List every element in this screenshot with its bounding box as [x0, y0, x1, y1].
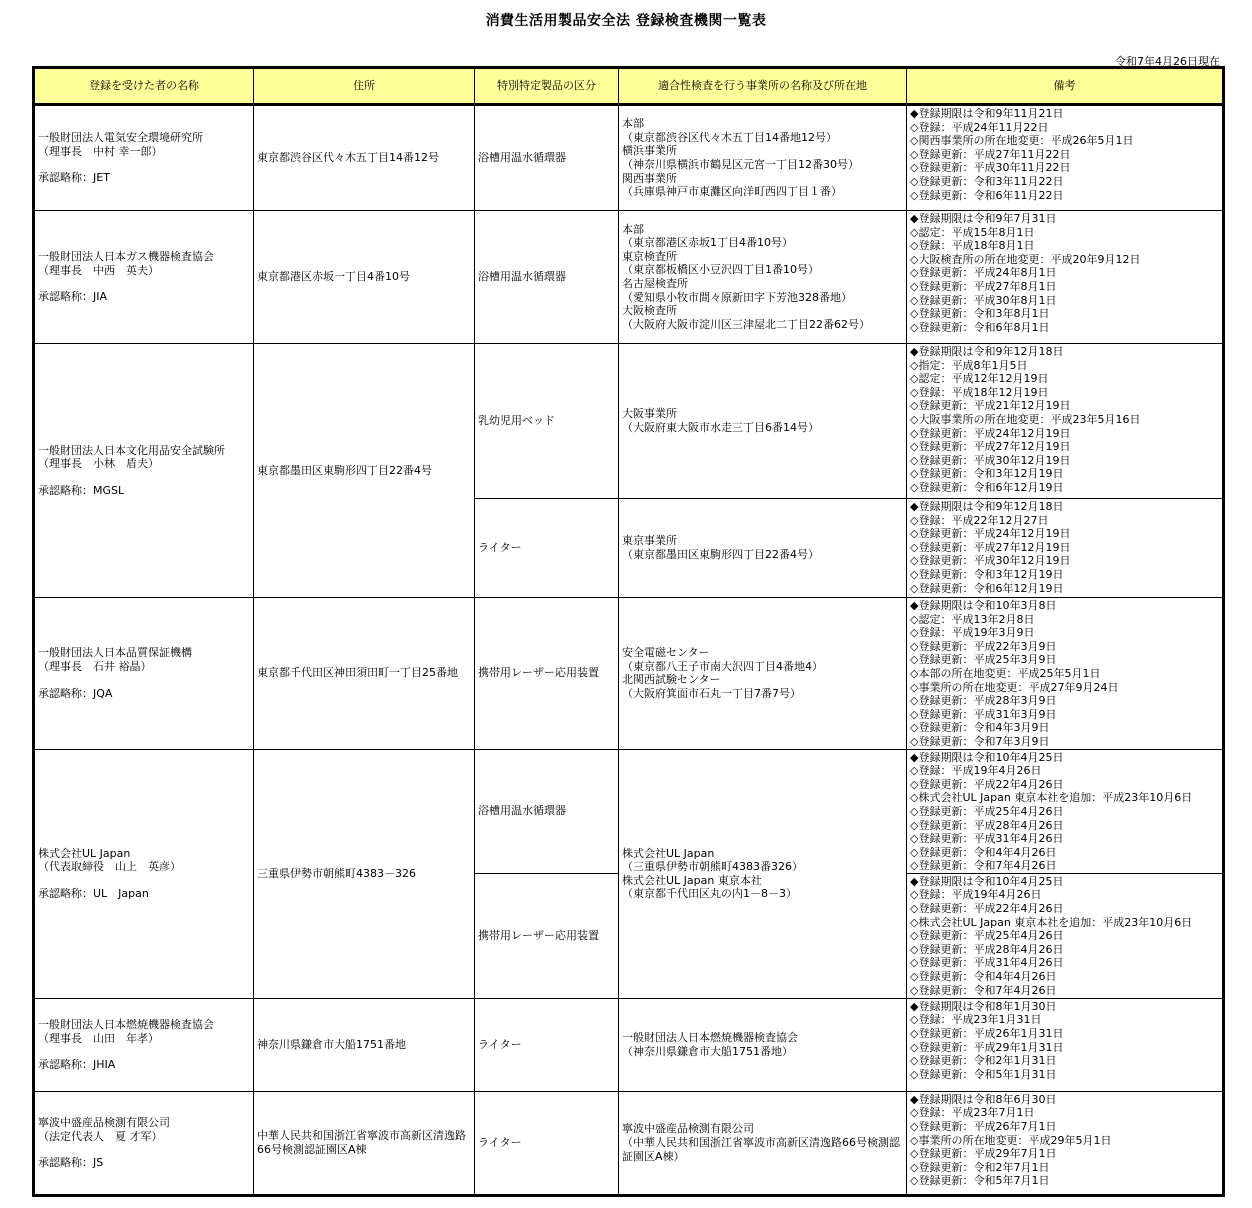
table-row	[34, 344, 1224, 499]
office-line: （兵庫県神戸市東灘区向洋町西四丁目１番）	[622, 185, 842, 199]
note-line: ◇登録更新：令和4年4月26日	[910, 845, 1057, 859]
product-category: ライター	[475, 998, 619, 1091]
note-line: ◇登録更新：平成31年4月26日	[910, 832, 1064, 846]
note-line: ◇事業所の所在地変更：平成29年5月1日	[910, 1133, 1112, 1147]
note-line: ◇認定：平成13年2月8日	[910, 612, 1035, 626]
note-line: ◇指定：平成8年1月5日	[910, 358, 1028, 372]
office-cell	[619, 1091, 907, 1195]
table-row	[34, 598, 1224, 750]
table-row	[34, 105, 1224, 211]
note-line: ◇登録：平成19年4月26日	[910, 888, 1042, 902]
page-title: 消費生活用製品安全法 登録検査機関一覧表	[485, 13, 767, 29]
note-line: ◇登録更新：令和5年7月1日	[910, 1174, 1050, 1188]
office-line: 安全電磁センター	[622, 646, 710, 660]
note-line: ◇登録更新：平成30年12月19日	[910, 453, 1071, 467]
org-abbrev: 承認略称：JET	[38, 171, 110, 185]
note-line: ◇事業所の所在地変更：平成27年9月24日	[910, 680, 1119, 694]
org-name: 一般財団法人日本文化用品安全試験所	[38, 443, 225, 457]
table-body	[34, 105, 1224, 1196]
office-cell	[619, 998, 907, 1091]
note-line: ◇登録更新：平成22年4月26日	[910, 777, 1064, 791]
note-line: ◇登録更新：平成22年3月9日	[910, 639, 1057, 653]
notes-cell	[907, 105, 1224, 211]
office-cell	[619, 211, 907, 344]
office-line: 横浜事業所	[622, 144, 677, 158]
note-line: ◇登録更新：令和2年1月31日	[910, 1054, 1057, 1068]
note-line: ◇登録更新：令和7年4月26日	[910, 983, 1057, 997]
office-line: 関西事業所	[622, 171, 677, 185]
office-line: （神奈川県鎌倉市大船1751番地）	[622, 1044, 793, 1058]
org-name-cell	[34, 105, 254, 211]
note-line: ◇関西事業所の所在地変更：平成26年5月1日	[910, 134, 1134, 148]
org-representative: （理事長 石井 裕晶）	[38, 659, 152, 673]
org-abbrev: 承認略称：JS	[38, 1156, 104, 1170]
note-line: ◇登録更新：平成27年8月1日	[910, 279, 1057, 293]
note-line: ◇登録更新：平成26年7月1日	[910, 1120, 1057, 1134]
office-cell	[619, 598, 907, 750]
org-representative: （理事長 中村 幸一郎）	[38, 144, 163, 158]
office-line: 北関西試験センター	[622, 673, 721, 687]
col-header-notes: 備考	[907, 68, 1224, 105]
note-line: ◇登録更新：平成28年3月9日	[910, 694, 1057, 708]
office-line: （大阪府東大阪市水走三丁目6番14号）	[622, 421, 819, 434]
note-line: ◇登録：平成18年8月1日	[910, 239, 1035, 253]
notes-cell	[907, 598, 1224, 750]
notes-cell	[907, 1091, 1224, 1195]
note-line: ◇登録更新：平成26年1月31日	[910, 1027, 1064, 1041]
org-representative: （理事長 小林 盾夫）	[38, 457, 159, 471]
office-line: （東京都墨田区東駒形四丁目22番4号）	[622, 548, 819, 561]
office-line: （神奈川県横浜市鶴見区元宮一丁目12番30号）	[622, 158, 859, 171]
org-address: 東京都千代田区神田須田町一丁目25番地	[254, 598, 475, 750]
note-line: ◇登録更新：平成27年11月22日	[910, 147, 1071, 161]
org-representative: （法定代表人 夏 才军）	[38, 1129, 163, 1143]
org-address: 東京都渋谷区代々木五丁目14番12号	[254, 105, 475, 211]
note-line: ◇登録更新：平成28年4月26日	[910, 818, 1064, 832]
note-line: ◇登録更新：平成25年3月9日	[910, 653, 1057, 667]
office-line: 寧波中盛産品検測有限公司	[622, 1122, 754, 1136]
note-line: ◇登録更新：令和7年3月9日	[910, 734, 1050, 748]
note-line: ◇登録更新：平成31年3月9日	[910, 707, 1057, 721]
note-line: ◇登録更新：平成24年12月19日	[910, 527, 1071, 541]
notes-cell	[907, 211, 1224, 344]
org-address: 東京都港区赤坂一丁目4番10号	[254, 211, 475, 344]
table-row	[34, 211, 1224, 344]
office-line: （東京都板橋区小豆沢四丁目1番10号）	[622, 263, 819, 277]
note-line: ◇登録更新：令和3年12月19日	[910, 567, 1064, 581]
note-line: ◇認定：平成15年8月1日	[910, 225, 1035, 239]
note-line: ◇登録更新：令和4年3月9日	[910, 721, 1050, 735]
note-line: ◇登録更新：平成22年4月26日	[910, 902, 1064, 916]
org-abbrev: 承認略称：MGSL	[38, 483, 125, 497]
note-line: ◇登録更新：平成21年12月19日	[910, 399, 1071, 413]
note-line: ◇登録更新：平成31年4月26日	[910, 956, 1064, 970]
note-line: ◇登録更新：令和3年12月19日	[910, 467, 1064, 481]
org-abbrev: 承認略称：JHIA	[38, 1058, 116, 1072]
org-representative: （理事長 中西 英夫）	[38, 263, 159, 277]
org-name: 寧波中盛産品検測有限公司	[38, 1115, 170, 1129]
org-name: 株式会社UL Japan	[38, 846, 131, 860]
office-line: 名古屋検査所	[622, 277, 688, 290]
org-address: 神奈川県鎌倉市大船1751番地	[254, 998, 475, 1091]
office-line: （東京都八王子市南大沢四丁目4番地4）	[622, 659, 823, 673]
org-abbrev: 承認略称：UL Japan	[38, 887, 149, 900]
org-abbrev: 承認略称：JIA	[38, 290, 108, 304]
office-line: （愛知県小牧市間々原新田字下芳池328番地）	[622, 290, 852, 304]
org-abbrev: 承認略称：JQA	[38, 686, 113, 700]
office-line: （東京都渋谷区代々木五丁目14番地12号）	[622, 130, 837, 144]
col-header-address: 住所	[254, 68, 475, 105]
note-line: ◇登録更新：令和2年7月1日	[910, 1160, 1050, 1174]
note-line: ◇認定：平成12年12月19日	[910, 372, 1049, 386]
office-line: 東京事業所	[622, 534, 677, 548]
note-line: ◇登録更新：令和6年8月1日	[910, 320, 1050, 334]
org-name: 一般財団法人日本ガス機器検査協会	[38, 250, 214, 264]
note-line: ◆登録期限は令和9年11月21日	[910, 107, 1064, 120]
header-row	[34, 68, 1224, 105]
office-line: 大阪検査所	[622, 304, 677, 318]
note-line: ◆登録期限は令和9年12月18日	[910, 500, 1064, 513]
office-line: 株式会社UL Japan	[622, 846, 715, 860]
office-line: 株式会社UL Japan 東京本社	[622, 873, 762, 887]
notes-cell	[907, 873, 1224, 998]
office-line: （大阪府箕面市石丸一丁目7番7号）	[622, 686, 801, 700]
org-representative: （理事長 山田 年孝）	[38, 1031, 159, 1045]
note-line: ◇登録：平成23年7月1日	[910, 1106, 1035, 1120]
note-line: ◇登録更新：令和3年11月22日	[910, 174, 1064, 188]
product-category: ライター	[475, 1091, 619, 1195]
note-line: ◇登録：平成22年12月27日	[910, 513, 1049, 527]
office-line: （中華人民共和国浙江省寧波市高新区清逸路66号検測認証園区A棟）	[622, 1136, 900, 1163]
col-header-office: 適合性検査を行う事業所の名称及び所在地	[619, 68, 907, 105]
office-cell	[619, 499, 907, 598]
note-line: ◇登録：平成18年12月19日	[910, 385, 1049, 399]
notes-cell	[907, 998, 1224, 1091]
office-line: （三重県伊勢市朝熊町4383番326）	[622, 860, 803, 874]
office-line: 東京検査所	[622, 249, 677, 263]
table-row	[34, 998, 1224, 1091]
as-of-date: 令和7年4月26日現在	[1115, 55, 1220, 68]
office-line: 大阪事業所	[622, 407, 677, 421]
org-address: 中華人民共和国浙江省寧波市高新区清逸路66号検測認証園区A棟	[254, 1091, 475, 1195]
note-line: ◆登録期限は令和8年1月30日	[910, 999, 1057, 1013]
office-line: （東京都千代田区丸の内1－8－3）	[622, 887, 797, 901]
note-line: ◇登録更新：平成30年11月22日	[910, 161, 1071, 175]
product-category: 浴槽用温水循環器	[475, 749, 619, 873]
org-name: 一般財団法人電気安全環境研究所	[38, 131, 203, 145]
notes-cell	[907, 749, 1224, 873]
note-line: ◆登録期限は令和10年3月8日	[910, 599, 1057, 612]
notes-cell	[907, 499, 1224, 598]
org-name-cell	[34, 211, 254, 344]
note-line: ◇登録更新：令和4年4月26日	[910, 970, 1057, 984]
col-header-name: 登録を受けた者の名称	[34, 68, 254, 105]
product-category: 携帯用レーザー応用装置	[475, 873, 619, 998]
registered-agencies-table	[32, 66, 1225, 1197]
office-line: 一般財団法人日本燃焼機器検査協会	[622, 1031, 798, 1045]
note-line: ◇登録：平成19年3月9日	[910, 626, 1035, 640]
note-line: ◇登録更新：平成24年8月1日	[910, 266, 1057, 280]
office-cell	[619, 344, 907, 499]
col-header-category: 特別特定製品の区分	[475, 68, 619, 105]
note-line: ◇登録更新：平成27年12月19日	[910, 540, 1071, 554]
note-line: ◇登録：平成19年4月26日	[910, 764, 1042, 778]
note-line: ◇登録更新：平成27年12月19日	[910, 440, 1071, 454]
note-line: ◇登録更新：令和6年11月22日	[910, 188, 1064, 202]
note-line: ◇登録更新：平成29年7月1日	[910, 1147, 1057, 1161]
note-line: ◇登録：平成24年11月22日	[910, 120, 1049, 134]
note-line: ◇大阪事業所の所在地変更：平成23年5月16日	[910, 412, 1141, 426]
notes-cell	[907, 344, 1224, 499]
table-row	[34, 749, 1224, 873]
org-representative: （代表取締役 山上 英彦）	[38, 860, 181, 874]
note-line: ◆登録期限は令和9年7月31日	[910, 212, 1057, 225]
table-row	[34, 1091, 1224, 1195]
note-line: ◇登録更新：令和3年8月1日	[910, 307, 1050, 321]
office-line: （大阪府大阪市淀川区三津屋北二丁目22番62号）	[622, 317, 870, 331]
office-line: 本部	[622, 117, 644, 131]
note-line: ◇登録：平成23年1月31日	[910, 1013, 1042, 1027]
note-line: ◇登録更新：平成30年8月1日	[910, 293, 1057, 307]
office-line: 本部	[622, 222, 644, 236]
note-line: ◇登録更新：平成28年4月26日	[910, 942, 1064, 956]
office-cell	[619, 749, 907, 998]
office-cell	[619, 105, 907, 211]
note-line: ◇登録更新：平成24年12月19日	[910, 426, 1071, 440]
org-name-cell	[34, 749, 254, 998]
note-line: ◇登録更新：平成30年12月19日	[910, 554, 1071, 568]
product-category: 携帯用レーザー応用装置	[475, 598, 619, 750]
note-line: ◆登録期限は令和10年4月25日	[910, 874, 1064, 888]
org-name: 一般財団法人日本品質保証機構	[38, 646, 192, 660]
note-line: ◆登録期限は令和8年6月30日	[910, 1092, 1057, 1106]
product-category: 浴槽用温水循環器	[475, 211, 619, 344]
org-name-cell	[34, 1091, 254, 1195]
note-line: ◇株式会社UL Japan 東京本社を追加：平成23年10月6日	[910, 915, 1193, 929]
note-line: ◇登録更新：令和6年12月19日	[910, 581, 1064, 595]
note-line: ◇本部の所在地変更：平成25年5月1日	[910, 666, 1101, 680]
note-line: ◆登録期限は令和10年4月25日	[910, 750, 1064, 764]
note-line: ◇株式会社UL Japan 東京本社を追加：平成23年10月6日	[910, 791, 1193, 805]
org-name-cell	[34, 344, 254, 598]
org-name: 一般財団法人日本燃焼機器検査協会	[38, 1017, 214, 1031]
note-line: ◇登録更新：平成29年1月31日	[910, 1040, 1064, 1054]
note-line: ◇登録更新：令和6年12月19日	[910, 480, 1064, 494]
org-address: 東京都墨田区東駒形四丁目22番4号	[254, 344, 475, 598]
product-category: ライター	[475, 499, 619, 598]
note-line: ◇登録更新：平成25年4月26日	[910, 929, 1064, 943]
product-category: 乳幼児用ベッド	[475, 344, 619, 499]
product-category: 浴槽用温水循環器	[475, 105, 619, 211]
office-line: （東京都港区赤坂1丁目4番10号）	[622, 236, 793, 250]
org-address: 三重県伊勢市朝熊町4383－326	[254, 749, 475, 998]
note-line: ◆登録期限は令和9年12月18日	[910, 345, 1064, 358]
note-line: ◇大阪検査所の所在地変更：平成20年9月12日	[910, 252, 1141, 266]
note-line: ◇登録更新：平成25年4月26日	[910, 804, 1064, 818]
org-name-cell	[34, 998, 254, 1091]
note-line: ◇登録更新：令和7年4月26日	[910, 859, 1057, 873]
org-name-cell	[34, 598, 254, 750]
note-line: ◇登録更新：令和5年1月31日	[910, 1067, 1057, 1081]
